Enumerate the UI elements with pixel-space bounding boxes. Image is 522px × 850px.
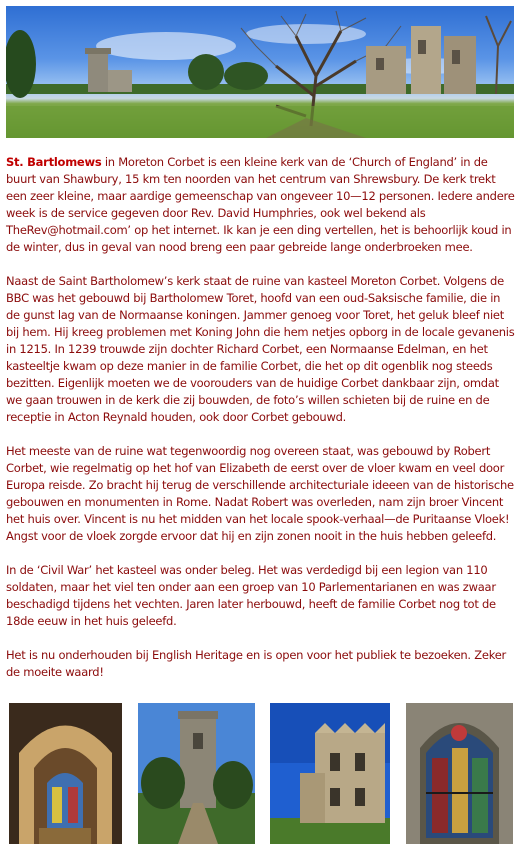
paragraph-castle-history: Naast de Saint Bartholomew’s kerk staat de ruine van kasteel Moreton Corbet. Volgens de BBC was het gebouwd bij Bartholomew Toret, hoofd van een oud-Saksische familie, die in de gunst lag van de Normaanse koningen. Jammer genoeg voor Toret, het geluk bleef niet bij hem. Hij kreeg problemen met Koning John die hem netjes opborg in de locale gevanenis in 1215. In 1239 trouwde zijn dochter Richard Corbet, een Normaanse Edelman, en het kasteeltje kwam op deze manier in de familie Corbet, die het op dit ogenblik nog steeds bezitten. Eigenlijk moeten we de voorouders van de huidige Corbet dankbaar zijn, omdat we gaan trouwen in de kerk die zij bouwden, de foto’s willen schieten bij de ruine en de receptie in Acton Reynald houden, ook door Corbet gebouwd. [6,274,515,424]
article-body [6,154,516,698]
paragraph-english-heritage: Het is nu onderhouden bij English Heritage en is open voor het publiek te bezoeken. Zeker de moeite waard! [6,648,506,679]
church-tower-photo [138,703,255,844]
church-name: St. Bartlomews [6,155,102,169]
castle-panorama-photo [6,6,514,138]
paragraph-intro-text: in Moreton Corbet is een kleine kerk van de ‘Church of England’ in de buurt van Shawbury, 15 km ten noorden van het centrum van Shrewsbury. De kerk trekt een zeer kleine, maar aardige gemeenschap van ongeveer 10—12 personen. Iedere andere week is de service gegeven door Rev. David Humphries, ook wel bekend als TheRev@hotmail.com’ op het internet. Ik kan je een ding vertellen, het is behoorlijk koud in de winter, dus in geval van nood breng een paar gebreide lange onderbroeken mee. [6,155,515,254]
castle-panorama-illustration [6,6,514,138]
church-interior-photo [9,703,122,844]
paragraph-intro [6,154,516,256]
paragraph-robert-corbet: Het meeste van de ruine wat tegenwoordig nog overeen staat, was gebouwd by Robert Corbet, wie regelmatig op het hof van Elizabeth de eerst over de vloer kwam en veel door Europa reisde. Zo bracht hij terug de verschillende architecturiale ideeen van de historische gebouwen en monumenten in Rome. Nadat Robert was overleden, nam zijn broer Vincent het huis over. Vincent is nu het midden van het locale spook-verhaal—de Puritaanse Vloek! Angst voor de vloek zorgde ervoor dat hij en zijn zonen nooit in the huis hebben geleefd. [6,444,514,543]
photo-strip [0,703,522,845]
castle-ruin-photo [270,703,390,844]
stained-glass-photo [406,703,513,844]
paragraph-civil-war: In de ‘Civil War’ het kasteel was onder beleg. Het was verdedigd bij een legion van 110 soldaten, maar het viel ten onder aan een groep van 10 Parlementarianen en was zwaar beschadigd tijdens het vechten. Jaren later herbouwd, heeft de familie Corbet nog tot de 18de eeuw in het huis geleefd. [6,563,496,628]
